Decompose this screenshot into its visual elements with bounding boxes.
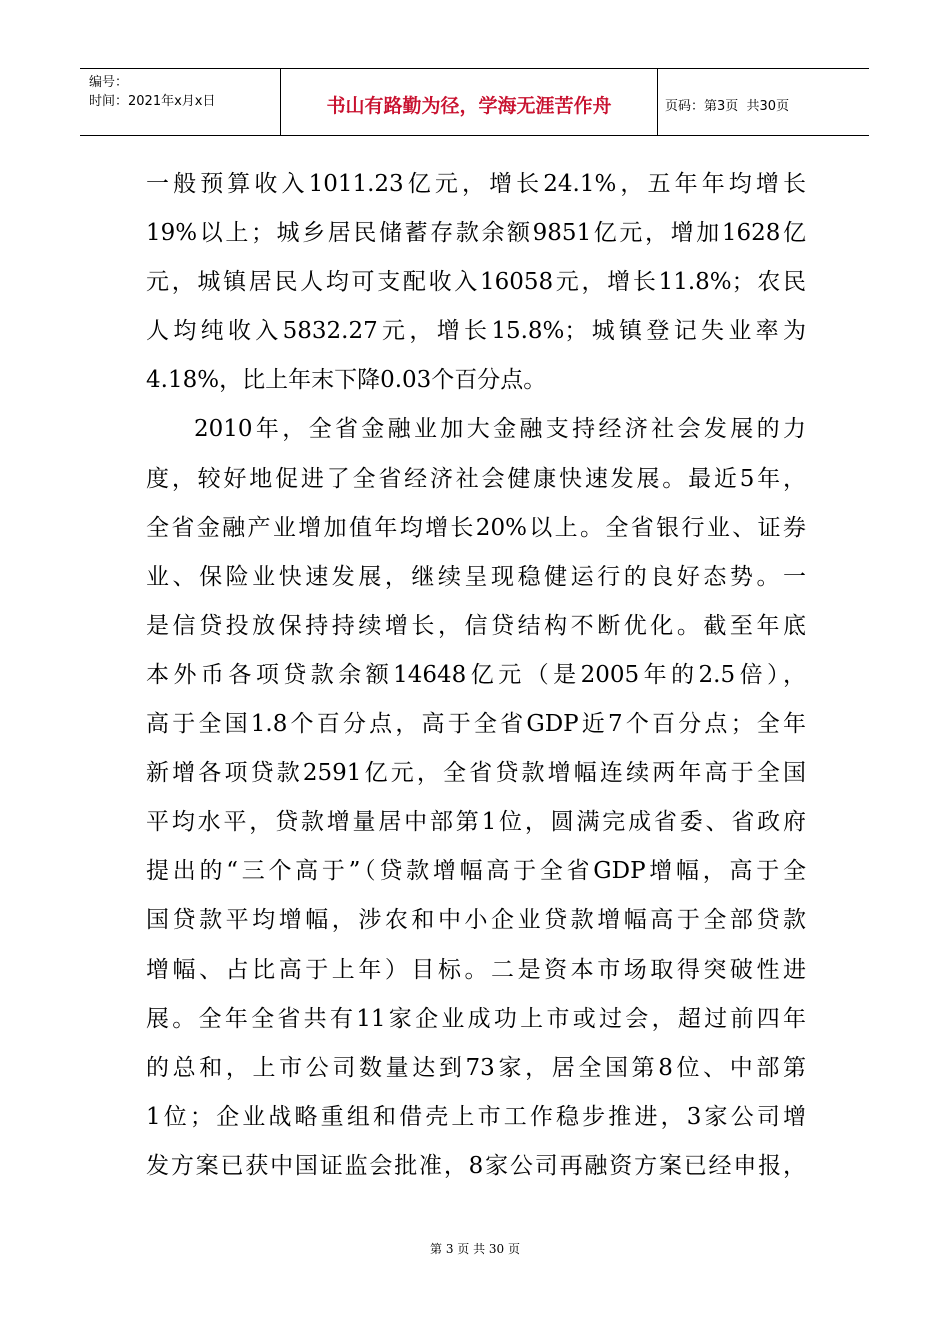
header-page-code-cell [658,69,869,135]
body-line: 发方案已获中国证监会批准，8家公司再融资方案已经申报， [146,1152,806,1179]
body-line: 高于全国1.8个百分点，高于全省GDP近7个百分点；全年 [146,711,806,738]
body-line: 全省金融产业增加值年均增长20%以上。全省银行业、证券 [146,514,806,541]
page-code: 页码：第3页 共30页 [665,98,790,114]
header-meta [80,69,281,135]
page-header [80,68,869,136]
body-line: 业、保险业快速发展，继续呈现稳健运行的良好态势。一 [146,563,806,590]
body-line: 人均纯收入5832.27元，增长15.8%；城镇登记失业率为 [146,318,806,345]
body-line: 度，较好地促进了全省经济社会健康快速发展。最近5年， [146,465,806,492]
body-line: 19%以上；城乡居民储蓄存款余额9851亿元，增加1628亿 [146,220,806,247]
body-line: 国贷款平均增幅，涉农和中小企业贷款增幅高于全部贷款 [146,907,806,934]
document-body [146,160,806,1191]
body-line: 平均水平，贷款增量居中部第1位，圆满完成省委、省政府 [146,809,806,836]
page-footer: 第 3 页 共 30 页 [430,1242,520,1256]
header-motto-cell [281,69,658,135]
body-line: 4.18%，比上年末下降0.03个百分点。 [146,367,547,394]
body-line: 元，城镇居民人均可支配收入16058元，增长11.8%；农民 [146,269,806,296]
document-number: 编号： [89,75,129,90]
body-line: 一般预算收入1011.23亿元，增长24.1%，五年年均增长 [146,171,806,197]
body-line: 新增各项贷款2591亿元，全省贷款增幅连续两年高于全国 [146,760,806,787]
body-line: 展。全年全省共有11家企业成功上市或过会，超过前四年 [146,1005,806,1032]
paragraph-start-line: 2010年，全省金融业加大金融支持经济社会发展的力 [194,416,806,443]
body-line: 是信贷投放保持持续增长，信贷结构不断优化。截至年底 [146,612,806,639]
body-line: 的总和，上市公司数量达到73家，居全国第8位、中部第 [146,1054,806,1081]
body-line: 增幅、占比高于上年）目标。二是资本市场取得突破性进 [146,956,806,983]
body-line: 本外币各项贷款余额14648亿元（是2005年的2.5倍）， [146,661,806,688]
motto-text: 书山有路勤为径，学海无涯苦作舟 [326,94,612,117]
body-line: 1位；企业战略重组和借壳上市工作稳步推进，3家公司增 [146,1103,806,1130]
body-line: 提出的“三个高于”（贷款增幅高于全省GDP增幅，高于全 [146,858,806,885]
document-date: 时间：2021年x月x日 [89,94,216,109]
